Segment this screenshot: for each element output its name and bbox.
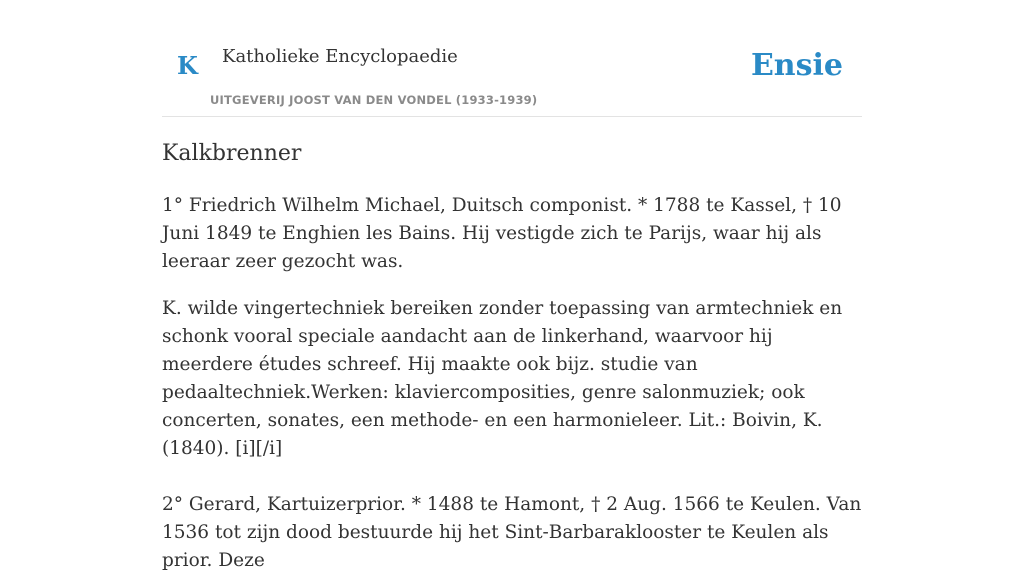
article-paragraph: K. wilde vingertechniek bereiken zonder toepassing van armtechniek en schonk vooral speciale aandacht aan de linkerhand, waarvoor hij meerdere études schreef. Hij maakte ook bijz. studie van pedaaltechniek.Werken: klaviercomposities, genre salonmuziek; ook concerten, sonates, een methode- en een harmonieleer. Lit.: Boivin, K. (1840). [i][/i] <box>162 298 843 459</box>
article <box>162 138 862 575</box>
publisher-label: UITGEVERIJ JOOST VAN DEN VONDEL (1933-1939) <box>210 93 538 107</box>
article-paragraph: 1° Friedrich Wilhelm Michael, Duitsch componist. * 1788 te Kassel, † 10 Juni 1849 te Enghien les Bains. Hij vestigde zich te Parijs, waar hij als leeraar zeer gezocht was. <box>162 195 842 272</box>
article-paragraph: 2° Gerard, Kartuizerprior. * 1488 te Hamont, † 2 Aug. 1566 te Keulen. Van 1536 tot zijn dood bestuurde hij het Sint-Barbaraklooster te Keulen als prior. Deze <box>162 494 862 571</box>
brand-logo[interactable]: Ensie <box>750 48 843 83</box>
site-logo[interactable]: K <box>177 51 198 80</box>
site-title[interactable]: Katholieke Encyclopaedie <box>222 46 458 67</box>
site-header <box>162 0 862 117</box>
article-title: Kalkbrenner <box>162 141 302 166</box>
